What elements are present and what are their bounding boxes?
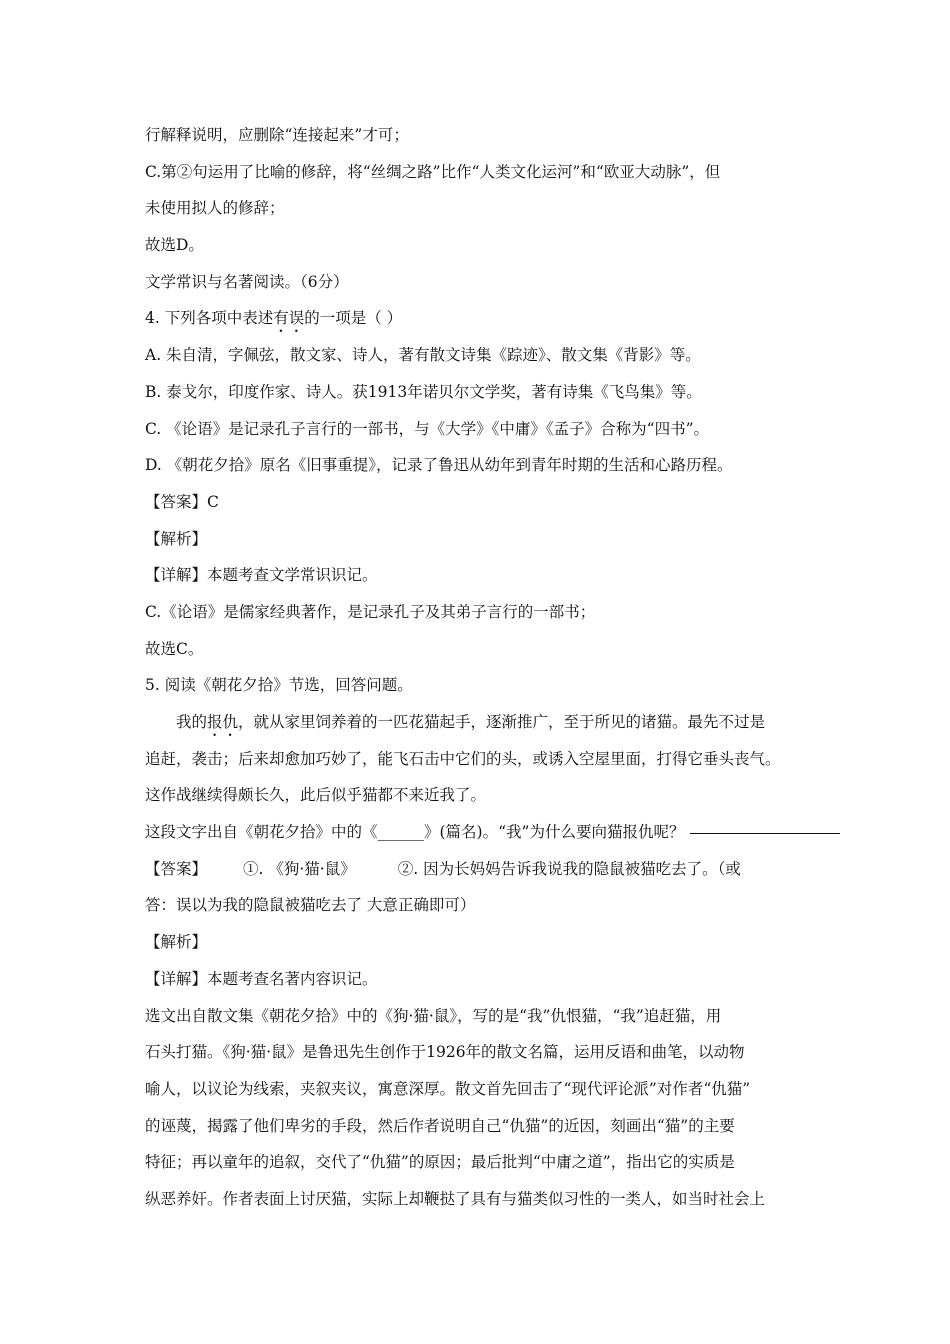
- detail-text: 【详解】本题考查文学常识识记。: [145, 566, 378, 585]
- answer-part-1: ①. 《狗·猫·鼠》: [243, 859, 356, 878]
- answer-label: 【答案】: [145, 859, 208, 878]
- emphasized-text: 报仇: [207, 713, 239, 731]
- option-a: A. 朱自清，字佩弦，散文家、诗人，著有散文诗集《踪迹》、散文集《背影》等。: [145, 346, 701, 365]
- question-5-stem: 5. 阅读《朝花夕拾》节选，回答问题。: [145, 676, 413, 695]
- text-line: 未使用拟人的修辞；: [145, 199, 285, 218]
- section-heading: 文学常识与名著阅读。（6分）: [145, 272, 349, 291]
- answer-blank: [690, 832, 840, 834]
- document-page: [145, 117, 810, 1218]
- excerpt-line: 这作战继续得颇长久，此后似乎猫都不来近我了。: [145, 786, 487, 805]
- option-c: C. 《论语》是记录孔子言行的一部书，与《大学》《中庸》《孟子》合称为“四书”。: [145, 419, 710, 438]
- text-line: 石头打猫。《狗·猫·鼠》是鲁迅先生创作于1926年的散文名篇，运用反语和曲笔，以动物: [145, 1043, 745, 1062]
- question-4-stem: [145, 300, 810, 337]
- text-line: 喻人，以议论为线索，夹叙夹议，寓意深厚。散文首先回击了“现代评论派”对作者“仇猫”: [145, 1079, 751, 1098]
- option-d: D. 《朝花夕拾》原名《旧事重提》，记录了鲁迅从幼年到青年时期的生活和心路历程。: [145, 456, 733, 475]
- text-line: 故选D。: [145, 236, 204, 255]
- text-line: C.《论语》是儒家经典著作，是记录孔子及其弟子言行的一部书；: [145, 602, 596, 621]
- detail-text: 【详解】本题考查名著内容识记。: [145, 969, 378, 988]
- option-b: B. 泰戈尔，印度作家、诗人。获1913年诺贝尔文学奖，著有诗集《飞鸟集》等。: [145, 382, 702, 401]
- question-text: 4. 下列各项中表述: [145, 309, 274, 328]
- question-text: 的一项是（ ）: [304, 309, 403, 328]
- answer-label: 【答案】C: [145, 492, 219, 511]
- analysis-label: 【解析】: [145, 529, 208, 548]
- excerpt-text: 我的: [176, 713, 208, 731]
- text-line: 的诬蔑，揭露了他们卑劣的手段，然后作者说明自己“仇猫”的近因，刻画出“猫”的主要: [145, 1116, 735, 1135]
- text-line: C.第②句运用了比喻的修辞，将“丝绸之路”比作“人类文化运河”和“欧亚大动脉”，但: [145, 162, 721, 181]
- answer-part-2: ②. 因为长妈妈告诉我说我的隐鼠被猫吃去了。（或: [397, 859, 741, 878]
- text-line: 特征；再以童年的追叙，交代了“仇猫”的原因；最后批判“中庸之道”，指出它的实质是: [145, 1153, 735, 1172]
- answer-line: [145, 851, 810, 888]
- excerpt-text: ，就从家里饲养着的一匹花猫起手，逐渐推广，至于所见的诸猫。最先不过是: [238, 713, 766, 731]
- prompt-text: 这段文字出自《朝花夕拾》中的《______》(篇名)。“我”为什么要向猫报仇呢？: [145, 823, 685, 842]
- text-line: 选文出自散文集《朝花夕拾》中的《狗·猫·鼠》，写的是“我”仇恨猫，“我”追赶猫，用: [145, 1006, 722, 1025]
- text-line: 行解释说明，应删除“连接起来”才可；: [145, 126, 409, 144]
- question-5-prompt: [145, 814, 810, 851]
- text-line: 纵恶养奸。作者表面上讨厌猫，实际上却鞭挞了具有与猫类似习性的一类人，如当时社会上: [145, 1189, 766, 1208]
- excerpt-line: [145, 704, 810, 741]
- excerpt-line: 追赶，袭击；后来却愈加巧妙了，能飞石击中它们的头，或诱入空屋里面，打得它垂头丧气。: [145, 749, 781, 768]
- analysis-label: 【解析】: [145, 933, 208, 952]
- text-line: 故选C。: [145, 639, 204, 658]
- answer-continuation: 答：误以为我的隐鼠被猫吃去了 大意正确即可）: [145, 896, 476, 915]
- emphasized-text: 有误: [273, 309, 305, 328]
